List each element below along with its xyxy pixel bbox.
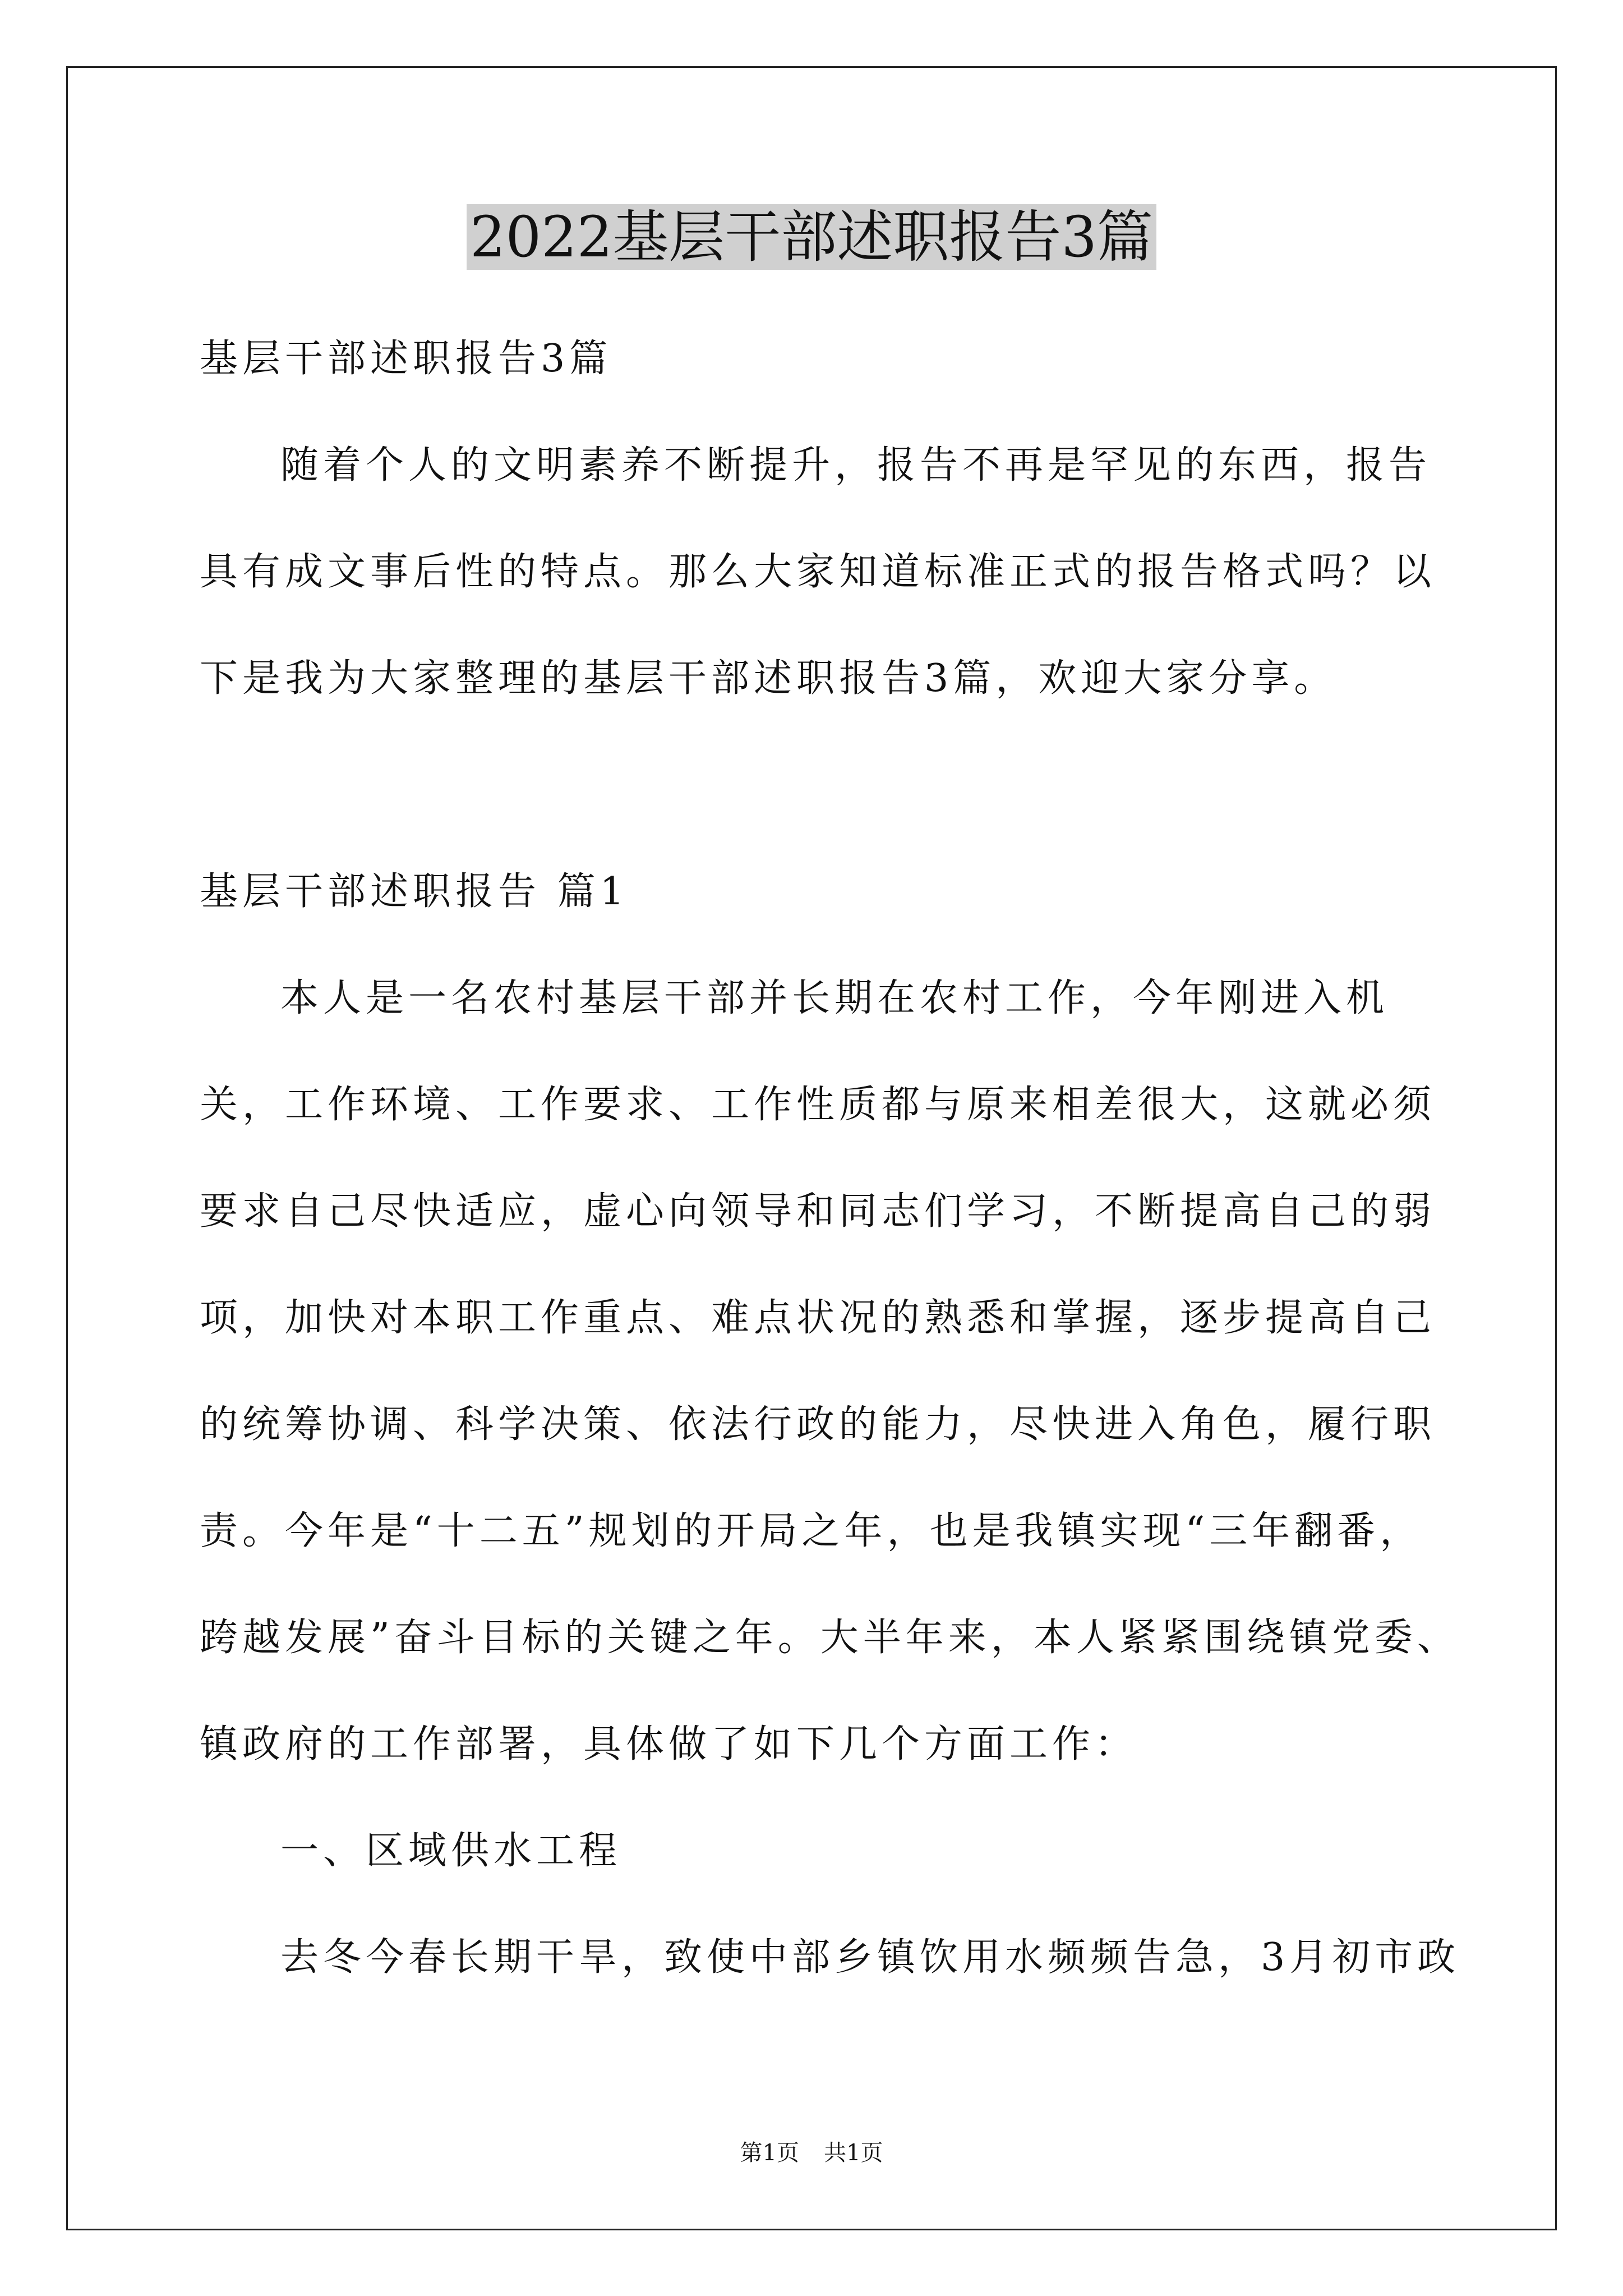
section-heading: 基层干部述职报告 篇1: [200, 869, 629, 914]
document-title: [0, 201, 1623, 274]
page-number: 第1页: [740, 2140, 799, 2166]
page-footer: [0, 2136, 1623, 2170]
intro-paragraph: 随着个人的文明素养不断提升，报告不再是罕见的东西，报告具有成文事后性的特点。那么大家知道标准正式的报告格式吗？以下是我为大家整理的基层干部述职报告3篇，欢迎大家分享。: [200, 443, 1436, 701]
document-subtitle: 基层干部述职报告3篇: [200, 337, 612, 381]
page-total: 共1页: [824, 2140, 883, 2166]
section-spacer: [200, 732, 1461, 839]
item-heading: 一、区域供水工程: [280, 1829, 622, 1873]
document-body: [200, 306, 1461, 2011]
document-title-text: 2022基层干部述职报告3篇: [467, 204, 1156, 270]
body-paragraph-1: 本人是一名农村基层干部并长期在农村工作，今年刚进入机关，工作环境、工作要求、工作性质都与原来相差很大，这就必须要求自己尽快适应，虚心向领导和同志们学习，不断提高自己的弱项，加快对本职工作重点、难点状况的熟悉和掌握，逐步提高自己的统筹协调、科学决策、依法行政的能力，尽快进入角色，履行职责。今年是“十二五”规划的开局之年，也是我镇实现“三年翻番，跨越发展”奋斗目标的关键之年。大半年来，本人紧紧围绕镇党委、镇政府的工作部署，具体做了如下几个方面工作：: [200, 976, 1460, 1766]
body-paragraph-2: 去冬今春长期干旱，致使中部乡镇饮用水频频告急，3月初市政: [280, 1935, 1460, 1980]
